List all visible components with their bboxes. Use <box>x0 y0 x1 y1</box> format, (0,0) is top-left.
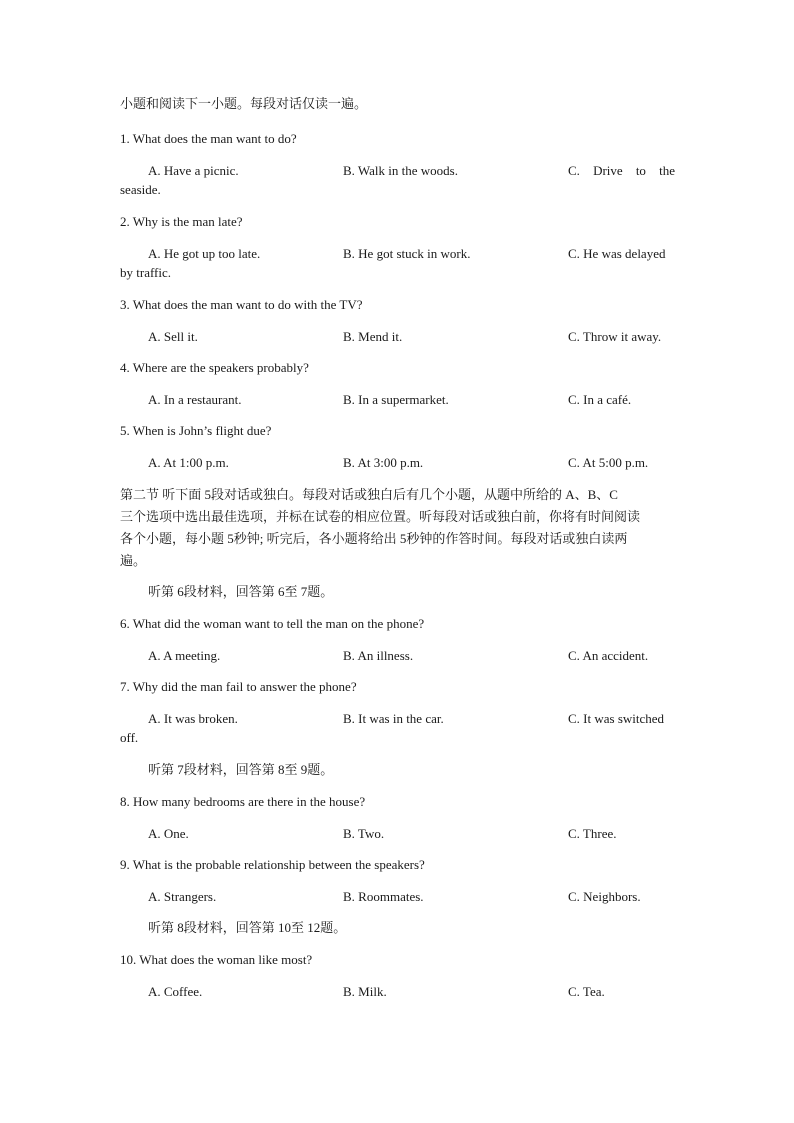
option-b: B. It was in the car. <box>343 711 444 726</box>
option-c-word: Drive <box>593 163 623 178</box>
question-9: 9. What is the probable relationship between the speakers? <box>120 857 425 872</box>
question-4: 4. Where are the speakers probably? <box>120 360 309 375</box>
question-5: 5. When is John’s flight due? <box>120 423 272 438</box>
option-a: A. One. <box>148 826 189 841</box>
options-7 <box>120 709 675 747</box>
option-b: B. Walk in the woods. <box>343 163 458 178</box>
intro-text: 小题和阅读下一小题。每段对话仅读一遍。 <box>120 96 368 111</box>
options-4 <box>120 390 675 409</box>
option-a: A. Sell it. <box>148 329 198 344</box>
question-3: 3. What does the man want to do with the TV? <box>120 297 363 312</box>
option-c-continuation: seaside. <box>120 182 161 197</box>
option-c: C. Throw it away. <box>568 329 662 344</box>
option-b: B. He got stuck in work. <box>343 246 471 261</box>
instruction-line: 遍。 <box>120 553 147 568</box>
option-c: C. In a café. <box>568 392 632 407</box>
option-c <box>568 161 675 180</box>
instruction-line: 三个选项中选出最佳选项，并标在试卷的相应位置。听每段对话或独白前，你将有时间阅读 <box>120 509 641 524</box>
option-c-word: the <box>659 163 675 178</box>
option-c-word: C. <box>568 163 580 178</box>
options-2 <box>120 244 675 282</box>
options-5 <box>120 453 675 472</box>
options-8 <box>120 824 675 843</box>
question-2: 2. Why is the man late? <box>120 214 243 229</box>
listening-material-7: 听第 7段材料，回答第 8至 9题。 <box>148 762 334 777</box>
option-a: A. Coffee. <box>148 984 203 999</box>
options-1 <box>120 161 675 199</box>
option-c: C. It was switched <box>568 711 665 726</box>
option-b: B. Two. <box>343 826 385 841</box>
section-2-instructions <box>120 484 675 572</box>
option-c: C. An accident. <box>568 648 649 663</box>
option-b: B. Mend it. <box>343 329 403 344</box>
instruction-line: 各个小题，每小题 5秒钟; 听完后，各小题将给出 5秒钟的作答时间。每段对话或独白读两 <box>120 531 628 546</box>
option-a: A. At 1:00 p.m. <box>148 455 229 470</box>
question-7: 7. Why did the man fail to answer the phone? <box>120 679 357 694</box>
option-c: C. Neighbors. <box>568 889 641 904</box>
option-b: B. At 3:00 p.m. <box>343 455 424 470</box>
option-a: A. Strangers. <box>148 889 217 904</box>
question-10: 10. What does the woman like most? <box>120 952 313 967</box>
option-b: B. Milk. <box>343 984 387 999</box>
question-8: 8. How many bedrooms are there in the house? <box>120 794 366 809</box>
option-c-word: to <box>635 163 646 178</box>
instruction-line: 第二节 听下面 5段对话或独白。每段对话或独白后有几个小题，从题中所给的 A、B、C <box>120 487 618 502</box>
option-c-continuation: off. <box>120 730 139 745</box>
options-6 <box>120 646 675 665</box>
option-a: A. He got up too late. <box>148 246 261 261</box>
options-10 <box>120 982 675 1001</box>
option-a: A. In a restaurant. <box>148 392 242 407</box>
question-1: 1. What does the man want to do? <box>120 131 297 146</box>
option-c-continuation: by traffic. <box>120 265 172 280</box>
page-content <box>120 94 675 1013</box>
option-c: C. He was delayed <box>568 246 666 261</box>
option-c: C. At 5:00 p.m. <box>568 455 649 470</box>
options-9 <box>120 887 675 906</box>
option-c: C. Three. <box>568 826 617 841</box>
option-a: A. Have a picnic. <box>148 163 239 178</box>
option-b: B. Roommates. <box>343 889 424 904</box>
listening-material-8: 听第 8段材料，回答第 10至 12题。 <box>148 920 347 935</box>
option-b: B. In a supermarket. <box>343 392 449 407</box>
options-3 <box>120 327 675 346</box>
option-a: A. It was broken. <box>148 711 238 726</box>
question-6: 6. What did the woman want to tell the man on the phone? <box>120 616 425 631</box>
listening-material-6: 听第 6段材料，回答第 6至 7题。 <box>148 584 334 599</box>
option-b: B. An illness. <box>343 648 414 663</box>
option-c: C. Tea. <box>568 984 605 999</box>
option-a: A. A meeting. <box>148 648 221 663</box>
